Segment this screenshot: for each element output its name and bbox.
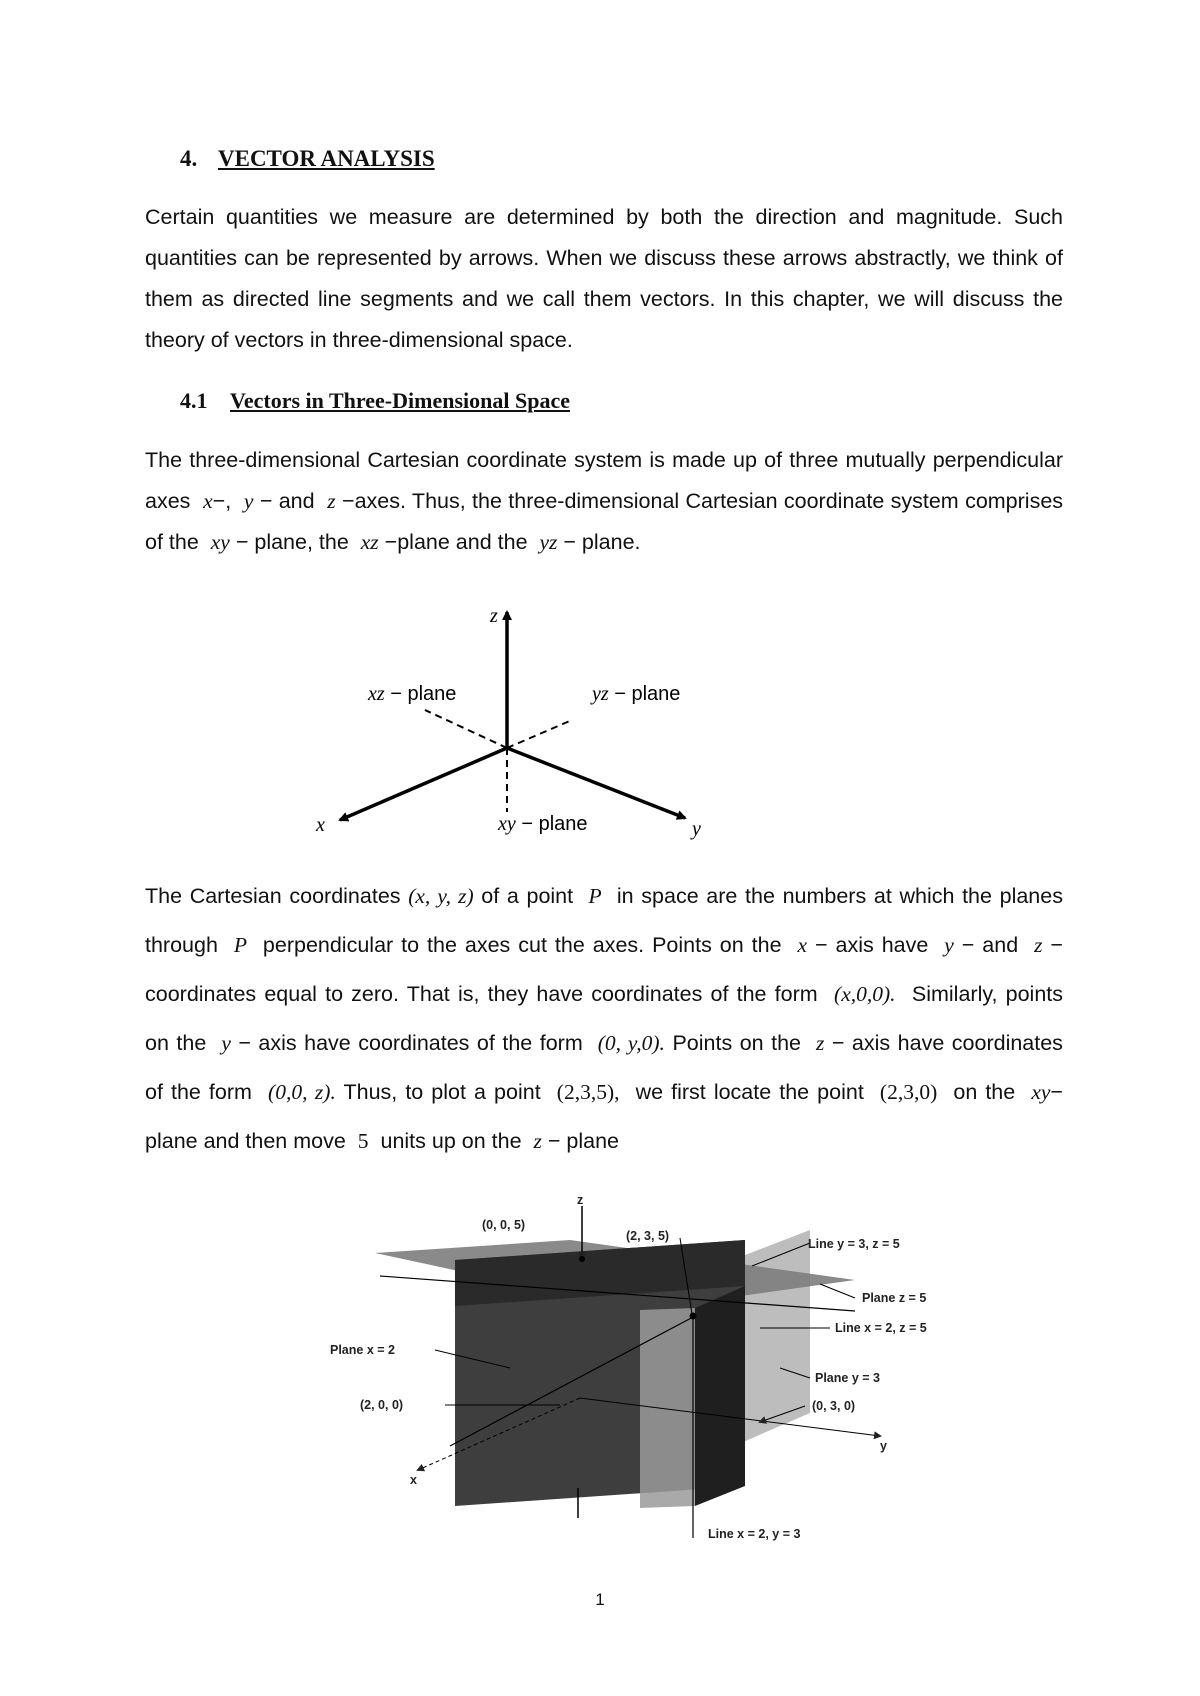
label-plane-x2: Plane x = 2 <box>330 1343 395 1357</box>
yz-plane-label: yz − plane <box>592 683 681 705</box>
coordinate-system-paragraph <box>145 440 1063 563</box>
label-point-030: (0, 3, 0) <box>812 1399 856 1413</box>
intro-paragraph <box>145 197 1063 361</box>
text-line: through P perpendicular to the axes cut the axes. Points on the x − axis have y − and z − <box>145 933 1063 957</box>
label-y-axis: y <box>880 1439 887 1453</box>
planes-diagram <box>0 1188 1200 1548</box>
leader-line <box>820 1284 855 1298</box>
page-number: 1 <box>595 1590 605 1609</box>
cartesian-coordinates-paragraph <box>145 872 1063 1166</box>
text-line: on the y − axis have coordinates of the form (0, y,0). Points on the z − axis have coordinates <box>145 1031 1063 1055</box>
z-axis-label: z <box>490 605 498 627</box>
section-heading <box>180 388 570 414</box>
text-line: of the xy − plane, the xz −plane and the yz − plane. <box>145 530 641 554</box>
x-axis-arrow <box>340 748 507 820</box>
right-face <box>695 1286 745 1506</box>
label-line-x2-z5: Line x = 2, z = 5 <box>835 1321 927 1335</box>
point-005-dot <box>579 1256 585 1262</box>
text-line: quantities can be represented by arrows. When we discuss these arrows abstractly, we think of <box>145 246 1063 270</box>
xy-plane-label: xy − plane <box>498 813 588 835</box>
yz-plane-dashed-line <box>507 720 572 748</box>
label-point-235: (2, 3, 5) <box>626 1229 670 1243</box>
section-title: Vectors in Three-Dimensional Space <box>230 388 570 413</box>
y-axis-label: y <box>692 818 701 840</box>
label-line-x2-y3: Line x = 2, y = 3 <box>708 1527 801 1541</box>
xz-plane-label: xz − plane <box>368 683 457 705</box>
label-point-200: (2, 0, 0) <box>360 1398 404 1412</box>
label-z-axis: z <box>577 1193 584 1207</box>
label-point-005: (0, 0, 5) <box>482 1218 526 1232</box>
text-line: plane and then move 5 units up on the z − plane <box>145 1129 619 1153</box>
text-line: The three-dimensional Cartesian coordinate system is made up of three mutually perpendicular <box>145 448 1063 472</box>
label-line-y3-z5: Line y = 3, z = 5 <box>808 1237 900 1251</box>
chapter-number: 4. <box>180 146 198 171</box>
chapter-title: VECTOR ANALYSIS <box>218 146 435 171</box>
text-line: Certain quantities we measure are determined by both the direction and magnitude. Such <box>145 205 1063 229</box>
text-line: theory of vectors in three-dimensional space. <box>145 328 573 352</box>
text-line: The Cartesian coordinates (x, y, z) of a point P in space are the numbers at which the planes <box>145 884 1063 908</box>
text-line: of the form (0,0, z). Thus, to plot a point (2,3,5), we first locate the point (2,3,0) on the xy− <box>145 1080 1063 1104</box>
section-number: 4.1 <box>180 388 208 413</box>
y-axis-arrow <box>507 748 685 818</box>
label-x-axis: x <box>410 1473 417 1487</box>
point-235-dot <box>690 1313 697 1320</box>
x-axis-label: x <box>316 814 325 836</box>
center-light-face <box>640 1308 695 1508</box>
text-line: axes x−, y − and z −axes. Thus, the three-dimensional Cartesian coordinate system comprises <box>145 489 1064 513</box>
text-line: coordinates equal to zero. That is, they have coordinates of the form (x,0,0). Similarly, points <box>145 982 1064 1006</box>
text-line: them as directed line segments and we call them vectors. In this chapter, we will discuss the <box>145 287 1063 311</box>
chapter-heading <box>180 146 435 172</box>
xz-plane-dashed-line <box>425 710 507 748</box>
label-plane-y3: Plane y = 3 <box>815 1371 880 1385</box>
label-plane-z5: Plane z = 5 <box>862 1291 927 1305</box>
axes-diagram <box>0 590 1200 850</box>
